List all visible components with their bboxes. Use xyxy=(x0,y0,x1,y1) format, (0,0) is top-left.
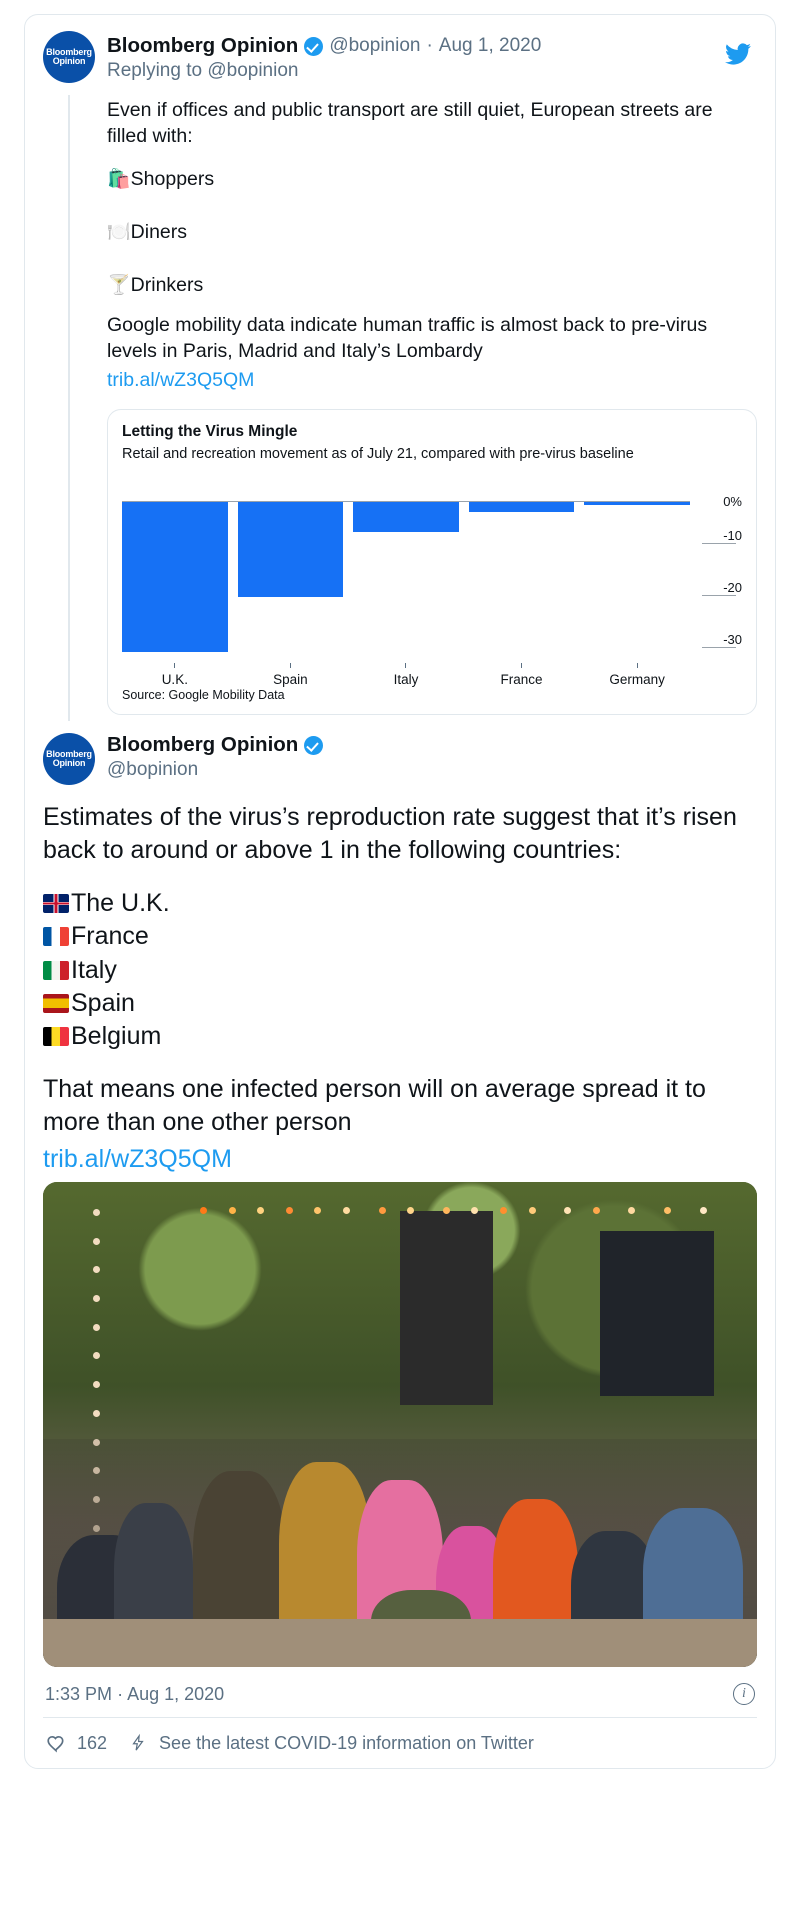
tweet2-text-1: Estimates of the virus’s reproduction rate suggest that it’s risen back to around or above 1 in the following countries: xyxy=(43,803,737,865)
tweet-date[interactable]: Aug 1, 2020 xyxy=(127,1683,225,1704)
country-flag-list xyxy=(43,887,757,1053)
y-tick-label: 0% xyxy=(723,494,742,510)
chart-subtitle: Retail and recreation movement as of July 21, compared with pre-virus baseline xyxy=(122,446,634,463)
photo-speaker-left xyxy=(400,1211,493,1405)
avatar[interactable]: Bloomberg Opinion xyxy=(43,733,95,785)
tweet-card xyxy=(24,14,776,1769)
tweet-actions xyxy=(43,1718,757,1758)
france-flag-icon xyxy=(43,927,69,946)
x-tick-italy: Italy xyxy=(353,663,459,689)
like-count: 162 xyxy=(77,1732,108,1753)
uk-flag-icon xyxy=(43,894,69,913)
list-item-label: Spain xyxy=(71,988,135,1017)
y-tick-label: -30 xyxy=(723,632,742,648)
tweet-main xyxy=(43,733,757,1758)
author-handle[interactable]: @bopinion xyxy=(329,35,421,56)
thread-connector xyxy=(68,95,70,721)
chart-source: Source: Google Mobility Data xyxy=(122,688,285,703)
list-item xyxy=(107,272,757,299)
tweet2-text-2: That means one infected person will on average spread it to more than one other person xyxy=(43,1075,706,1137)
tweet-date[interactable]: Aug 1, 2020 xyxy=(438,35,542,56)
tweet-text-1: Even if offices and public transport are still quiet, European streets are filled with: xyxy=(107,99,713,148)
x-tick-france: France xyxy=(469,663,575,689)
fork-knife-icon: 🍽️ xyxy=(107,221,131,243)
chart-card[interactable] xyxy=(107,409,757,715)
chart-bars xyxy=(122,502,690,662)
outdoor-crowd-photo[interactable] xyxy=(43,1182,757,1667)
list-item-label: France xyxy=(71,922,149,951)
author-name[interactable]: Bloomberg Opinion xyxy=(107,34,299,57)
list-item xyxy=(43,887,757,920)
tweet-reply xyxy=(43,31,757,715)
chart-x-axis xyxy=(122,663,690,689)
list-item-label: Diners xyxy=(130,220,188,243)
chart-plot-area xyxy=(122,477,742,688)
bar-france xyxy=(469,502,575,512)
heart-icon xyxy=(45,1732,67,1754)
x-tick-spain: Spain xyxy=(238,663,344,689)
string-lights xyxy=(43,1207,757,1223)
list-item xyxy=(43,1020,757,1053)
list-item-label: Belgium xyxy=(71,1022,162,1051)
tweet2-header xyxy=(43,733,757,785)
bar-uk xyxy=(122,502,228,652)
tweet-link[interactable]: trib.al/wZ3Q5QM xyxy=(107,368,255,391)
bar-germany xyxy=(584,502,690,505)
tweet-body xyxy=(107,97,757,715)
bar-spain xyxy=(238,502,344,597)
verified-badge-icon xyxy=(304,736,323,755)
tweet2-link[interactable]: trib.al/wZ3Q5QM xyxy=(43,1145,232,1174)
cocktail-icon: 🍸 xyxy=(107,274,131,296)
avatar[interactable]: Bloomberg Opinion xyxy=(43,31,95,83)
list-item-label: The U.K. xyxy=(71,889,170,918)
bar-italy xyxy=(353,502,459,532)
photo-speaker-right xyxy=(600,1231,714,1396)
list-item-label: Drinkers xyxy=(130,273,204,296)
list-item xyxy=(107,166,757,193)
like-button[interactable] xyxy=(45,1732,107,1754)
photo-foreground xyxy=(43,1619,757,1668)
covid-info-text[interactable]: See the latest COVID-19 information on Twitter xyxy=(159,1732,534,1753)
list-item-label: Shoppers xyxy=(130,167,215,190)
y-tick-label: -10 xyxy=(723,528,742,544)
x-tick-uk: U.K. xyxy=(122,663,228,689)
info-icon[interactable]: i xyxy=(733,1683,755,1705)
separator-dot: · xyxy=(117,1683,124,1704)
twitter-bird-icon xyxy=(723,41,753,72)
tweet-author-row xyxy=(107,34,757,58)
spain-flag-icon xyxy=(43,994,69,1013)
covid-info-link[interactable] xyxy=(129,1732,534,1754)
separator-dot: · xyxy=(426,35,433,56)
tweet-time[interactable]: 1:33 PM xyxy=(45,1683,113,1704)
list-item xyxy=(43,920,757,953)
tweet2-body xyxy=(43,801,757,1176)
replying-to-label[interactable]: Replying to @bopinion xyxy=(107,60,299,81)
list-item xyxy=(43,954,757,987)
belgium-flag-icon xyxy=(43,1027,69,1046)
list-item xyxy=(107,219,757,246)
author-name[interactable]: Bloomberg Opinion xyxy=(107,733,299,757)
italy-flag-icon xyxy=(43,961,69,980)
tweet2-author-row xyxy=(107,733,323,757)
x-tick-germany: Germany xyxy=(584,663,690,689)
list-item-label: Italy xyxy=(71,955,117,984)
lightning-icon xyxy=(129,1732,147,1754)
tweet-bullet-list xyxy=(107,166,757,299)
tweet-text-2: Google mobility data indicate human traffic is almost back to pre-virus levels in Paris, Madrid and Italy’s Lombardy xyxy=(107,314,708,363)
author-handle[interactable]: @bopinion xyxy=(107,759,199,781)
y-tick-label: -20 xyxy=(723,580,742,596)
verified-badge-icon xyxy=(304,37,323,56)
chart-title: Letting the Virus Mingle xyxy=(122,423,298,441)
tweet-header xyxy=(43,31,757,83)
timestamp-row xyxy=(45,1684,224,1705)
shopping-bags-icon: 🛍️ xyxy=(107,168,131,190)
tweet-meta xyxy=(43,1667,757,1717)
list-item xyxy=(43,987,757,1020)
